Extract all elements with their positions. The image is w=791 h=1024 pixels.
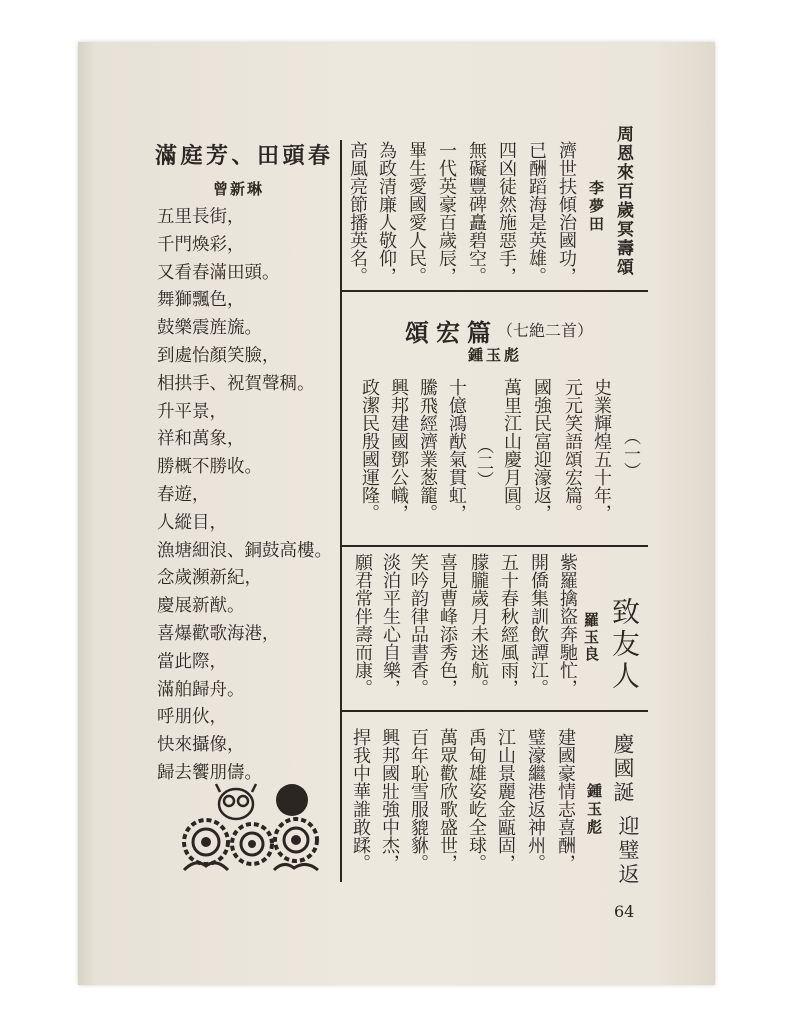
song-hong-line: 騰飛經濟業葱籠。: [417, 378, 438, 522]
left-poem-line: 又看春滿田頭。: [157, 262, 280, 283]
left-poem-line: 千門煥彩，: [157, 234, 245, 255]
qing-guo-dan-line: 璧濠繼港返神州。: [525, 728, 546, 872]
song-hong-author: 鍾玉彪: [468, 346, 523, 364]
left-poem-line: 春遊，: [157, 484, 210, 505]
section-divider: [340, 545, 648, 547]
song-hong-part1-label: （一）: [620, 428, 640, 479]
zhi-you-ren-line: 開僑集訓飲譚江。: [528, 553, 549, 697]
zhou-poem-author: 李夢田: [587, 180, 605, 234]
song-hong-line: 史業輝煌五十年，: [591, 378, 612, 522]
zhi-you-ren-line: 願君常伴壽而康。: [352, 553, 373, 697]
song-hong-subtitle: （七絶二首）: [497, 321, 594, 340]
song-hong-line: 萬里江山慶月圓。: [501, 378, 522, 522]
left-poem-line: 呼朋伙，: [157, 707, 227, 728]
left-poem-line: 五里長街，: [157, 207, 245, 227]
qing-guo-dan-line: 捍我中華誰敢蹂。: [350, 728, 371, 872]
section-divider: [340, 710, 648, 712]
left-poem-line: 祥和萬象，: [157, 429, 245, 450]
zhi-you-ren-line: 朦朧歲月未迷航。: [468, 553, 489, 697]
qing-guo-dan-title-part2: 迎璧返: [616, 815, 640, 887]
zhou-poem-line: 為政清廉人敬仰，: [376, 141, 397, 285]
flower-left: [184, 820, 228, 864]
left-poem-body: [157, 204, 332, 788]
left-poem-line: 念歲瀕新紀，: [157, 568, 262, 589]
qing-guo-dan-line: 建國豪情志喜酬，: [555, 728, 576, 872]
left-poem-line: 漁塘細浪、銅鼓高樓。: [157, 540, 332, 561]
zhou-poem-line: 一代英豪百歲辰，: [436, 141, 457, 285]
zhou-poem-line: 無礙豐碑矗碧空。: [466, 141, 487, 285]
qing-guo-dan-line: 萬眾歡欣歌盛世，: [437, 728, 458, 872]
qing-guo-dan-title-part1: 慶國誕: [611, 733, 635, 805]
left-poem-line: 歸去饗朋儔。: [157, 762, 262, 783]
song-hong-line: 十億鴻猷氣貫虹，: [446, 378, 467, 522]
song-hong-line: 政潔民殷國運隆。: [359, 378, 380, 522]
left-poem-line: 勝概不勝收。: [157, 457, 262, 478]
left-poem-line: 慶展新猷。: [157, 596, 245, 617]
flower-right: [275, 819, 317, 861]
left-poem-line: 滿舶歸舟。: [157, 679, 245, 700]
left-poem-line: 相拱手、祝賀聲稠。: [157, 373, 315, 394]
left-poem-line: 升平景，: [157, 401, 227, 422]
left-poem-line: 快來攝像，: [157, 735, 245, 756]
song-hong-title: 頌宏篇: [405, 318, 498, 347]
left-poem-title: 滿庭芳、田頭春: [155, 143, 334, 169]
left-poem-author: 曾新琳: [213, 180, 265, 198]
zhi-you-ren-line: 淡泊平生心自樂，: [380, 553, 401, 697]
owl-shape: [216, 784, 256, 819]
owl-flower-illustration: [176, 780, 326, 875]
song-hong-line: 元元笑語頌宏篇。: [562, 378, 583, 522]
left-poem-line: 人縱目，: [157, 512, 227, 533]
zhi-you-ren-line: 五十春秋經風雨，: [498, 553, 519, 697]
section-divider: [340, 290, 648, 292]
qing-guo-dan-author: 鍾玉彪: [585, 783, 603, 837]
song-hong-line: 國強民富迎濠返，: [531, 378, 552, 522]
qing-guo-dan-line: 興邦國壯強中杰，: [379, 728, 400, 872]
zhou-poem-line: 高風亮節播英名。: [347, 141, 368, 285]
flower-middle: [232, 824, 272, 864]
song-hong-part2-label: （二）: [473, 437, 493, 488]
qing-guo-dan-line: 百年恥雪服貔貅。: [408, 728, 429, 872]
left-poem-line: 到處怡顏笑臉，: [157, 345, 280, 366]
column-divider: [340, 140, 342, 882]
zhi-you-ren-title: 致友人: [608, 597, 641, 693]
zhou-poem-line: 已酬蹈海是英雄。: [526, 141, 547, 285]
zhi-you-ren-author: 羅玉良: [582, 612, 600, 663]
qing-guo-dan-line: 禹甸雄姿屹全球。: [466, 728, 487, 872]
left-poem-line: 鼓樂震旌旒。: [157, 318, 262, 339]
song-hong-line: 興邦建國鄧公幟，: [388, 378, 409, 522]
zhou-poem-line: 畢生愛國愛人民。: [406, 141, 427, 285]
qing-guo-dan-line: 江山景麗金甌固，: [495, 728, 516, 872]
zhi-you-ren-line: 喜見曹峰添秀色，: [437, 553, 458, 697]
left-poem-line: 舞獅飄色，: [157, 290, 245, 311]
zhou-poem-title: 周恩來百歲冥壽頌: [613, 125, 633, 277]
left-poem-line: 喜爆歡歌海港，: [157, 623, 280, 644]
zhi-you-ren-line: 紫羅擒盜奔馳忙，: [557, 553, 578, 697]
zhi-you-ren-line: 笑吟韵律品書香。: [408, 553, 429, 697]
left-poem-line: 當此際，: [157, 651, 227, 672]
zhou-poem-line: 濟世扶傾治國功，: [556, 141, 577, 285]
zhou-poem-line: 四凶徒然施惡手，: [496, 141, 517, 285]
page-number: 64: [614, 902, 635, 921]
moon-shape: [276, 784, 308, 816]
